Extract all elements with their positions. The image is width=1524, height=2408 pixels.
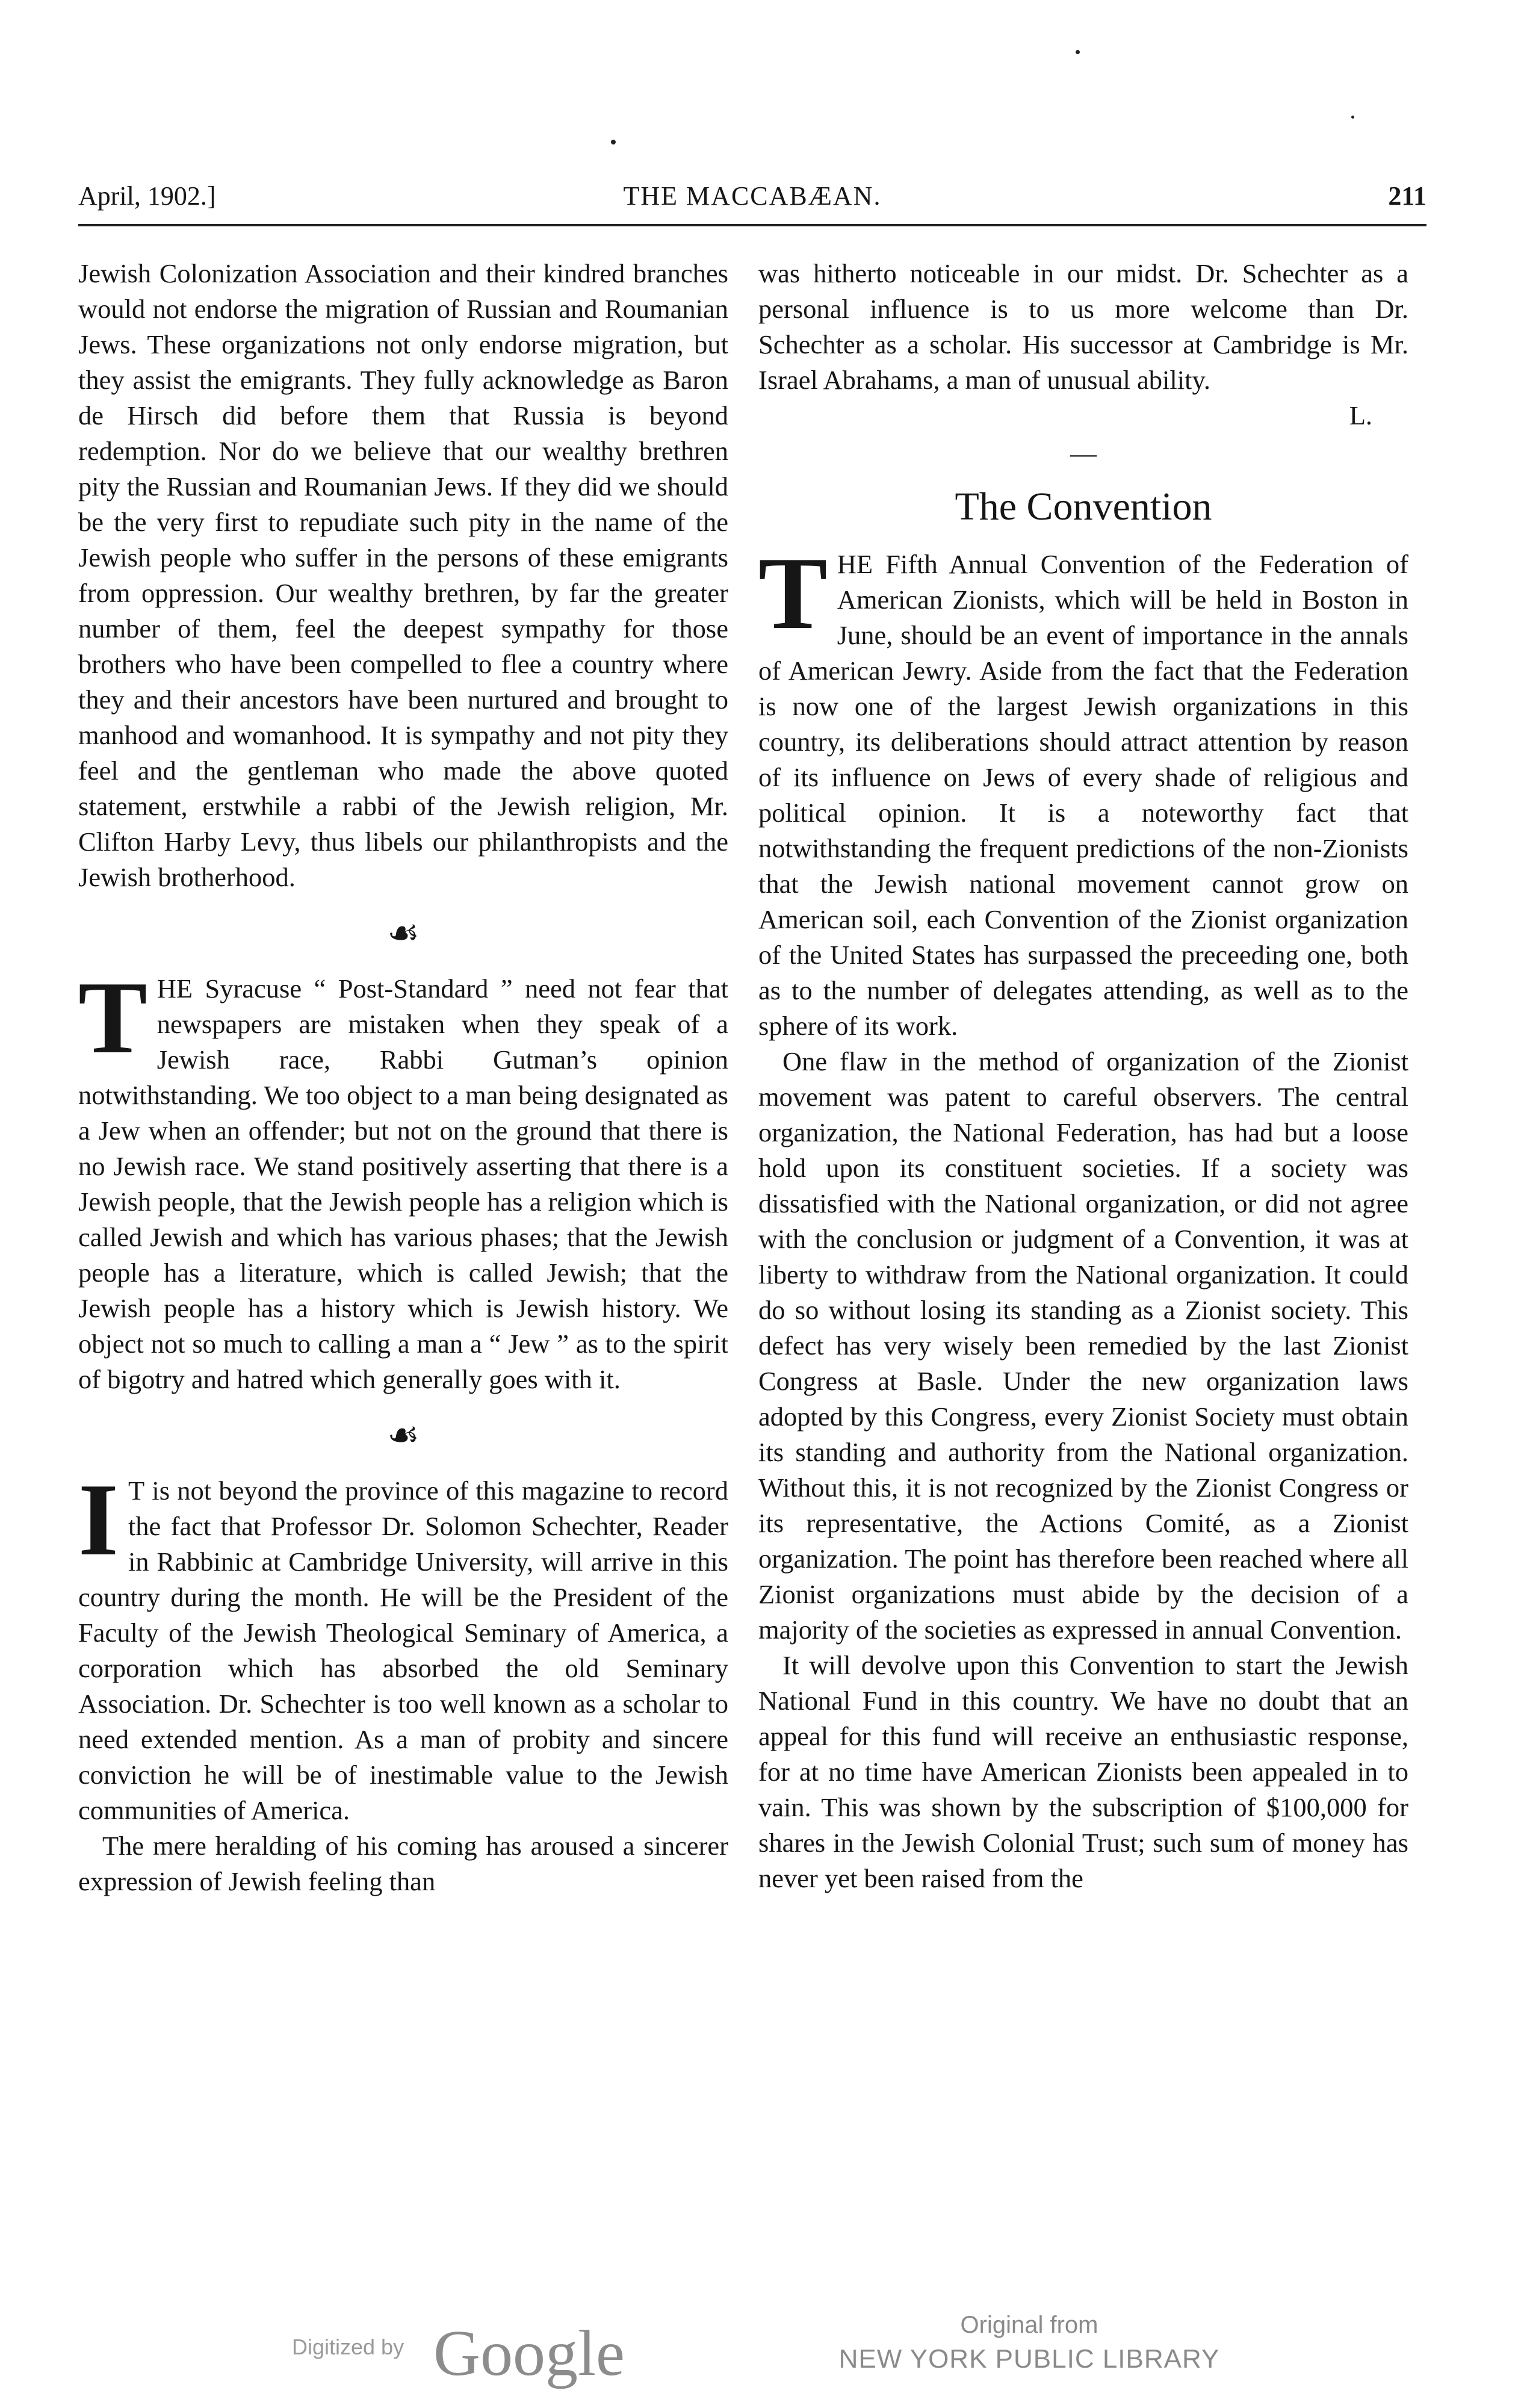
- paragraph: [78, 961, 728, 1397]
- ornament-icon: ☙: [387, 1415, 420, 1455]
- paragraph: was hitherto noticeable in our midst. Dr. Schechter as a personal influence is to us more welcome than Dr. Schechter as a scholar. His successor at Cambridge is Mr. Israel Abrahams, a man of unusual ability.: [758, 258, 1408, 395]
- scan-speck: [1076, 50, 1080, 54]
- signature: L.: [1349, 400, 1372, 430]
- digitization-footer: [0, 2300, 1524, 2390]
- small-caps-lead: HE: [156, 973, 193, 1004]
- paragraph: Jewish Colonization Association and their kindred branches would not endorse the migration of Russian and Roumanian Jews. These organizations not only endorse migration, but they assist the emigrants. They fully acknowledge as Baron de Hirsch did before them that Russia is beyond redemption. Nor do we believe that our wealthy brethren pity the Russian and Roumanian Jews. If they did we should be the very first to repudiate such pity in the name of the Jewish people who suffer in the persons of these emigrants from oppression. Our wealthy brethren, by far the greater number of them, feel the deepest sympathy for those brothers who have been compelled to flee a country where they and their ancestors have been nurtured and brought to manhood and womanhood. It is sympathy and not pity they feel and the gentleman who made the above quoted statement, erstwhile a rabbi of the Jewish religion, Mr. Clifton Harby Levy, thus libels our philanthropists and the Jewish brotherhood.: [78, 258, 728, 892]
- original-from-label: Original from: [960, 2312, 1098, 2338]
- section-divider: —: [1070, 439, 1097, 468]
- issue-date: April, 1902.]: [78, 181, 216, 211]
- scan-speck: [611, 140, 616, 144]
- scan-speck: [1351, 116, 1354, 119]
- journal-title: THE MACCABÆAN.: [623, 181, 882, 211]
- paragraph-text: Fifth Annual Convention of the Federation of American Zionists, which will be held in Boston in June, should be an event of importance in the annals of American Jewry. Aside from the fact that the Federation is now one of the largest Jewish organizations in this country, its deliberations should attract attention by reason of its influence on Jews of every shade of religious and political opinion. It is a noteworthy fact that notwithstanding the frequent predictions of the non-Zionists that the Jewish national movement cannot grow on American soil, each Convention of the Zionist organization of the United States has surpassed the preceeding one, both as to the number of delegates attending, as well as to the sphere of its work.: [758, 549, 1408, 1041]
- page-number: 211: [1388, 181, 1426, 211]
- google-logo: Google: [433, 2318, 625, 2389]
- drop-cap: I: [78, 1463, 119, 1577]
- library-name: NEW YORK PUBLIC LIBRARY: [838, 2344, 1220, 2374]
- right-column: [758, 256, 1408, 1896]
- paragraph: [758, 536, 1408, 1044]
- paragraph: One flaw in the method of organization of the Zionist movement was patent to careful observers. The central organization, the National Federation, has had but a loose hold upon its constituent societies. If a society was dissatisfied with the National organization, or did not agree with the conclusion or judgment of a Convention, it was at liberty to withdraw from the National organization. It could do so without losing its standing as a Zionist society. This defect has very wisely been remedied by the last Zionist Congress at Basle. Under the new organization laws adopted by this Congress, every Zionist Society must obtain its standing and authority from the National organization. Without this, it is not recognized by the Zionist Congress or its representative, the Actions Comité, as a Zionist organization. The point has therefore been reached where all Zionist organizations must abide by the decision of a majority of the societies as expressed in annual Convention.: [758, 1046, 1408, 1645]
- article-title: The Convention: [955, 485, 1212, 529]
- paragraph: [78, 1463, 728, 1828]
- paragraph-text: Syracuse “ Post-Standard ” need not fear that newspapers are mistaken when they speak of a Jewish race, Rabbi Gutman’s opinion notwithstanding. We too object to a man being designated as a Jew when an offender; but not on the ground that there is no Jewish race. We stand positively asserting that there is a Jewish people, that the Jewish people has a religion which is called Jewish and which has various phases; that the Jewish people has a literature, which is called Jewish; that the Jewish people has a history which is Jewish history. We object not so much to calling a man a “ Jew ” as to the spirit of bigotry and hatred which generally goes with it.: [78, 973, 728, 1394]
- digitized-by-label: Digitized by: [292, 2335, 404, 2359]
- header-rule: [78, 224, 1426, 226]
- paragraph: The mere heralding of his coming has aroused a sincerer expression of Jewish feeling than: [78, 1831, 728, 1896]
- small-caps-lead: HE: [837, 549, 873, 579]
- drop-cap: T: [78, 961, 147, 1075]
- drop-cap: T: [758, 536, 828, 651]
- paragraph-text: is not beyond the province of this magazine to record the fact that Professor Dr. Solomon Schechter, Reader in Rabbinic at Cambridge University, will arrive in this country during the month. He will be the President of the Faculty of the Jewish Theological Seminary of America, a corporation which has absorbed the old Seminary Association. Dr. Schechter is too well known as a scholar to need extended mention. As a man of probity and sincere conviction he will be of inestimable value to the Jewish communities of America.: [78, 1476, 728, 1825]
- small-caps-lead: T: [128, 1476, 145, 1506]
- ornament-icon: ☙: [387, 913, 420, 953]
- paragraph: It will devolve upon this Convention to start the Jewish National Fund in this country. We have no doubt that an appeal for this fund will receive an enthusiastic response, for at no time have American Zionists been appealed in to vain. This was shown by the subscription of $100,000 for shares in the Jewish Colonial Trust; such sum of money has never yet been raised from the: [758, 1650, 1408, 1893]
- running-header: [78, 181, 1426, 217]
- left-column: [78, 256, 728, 1899]
